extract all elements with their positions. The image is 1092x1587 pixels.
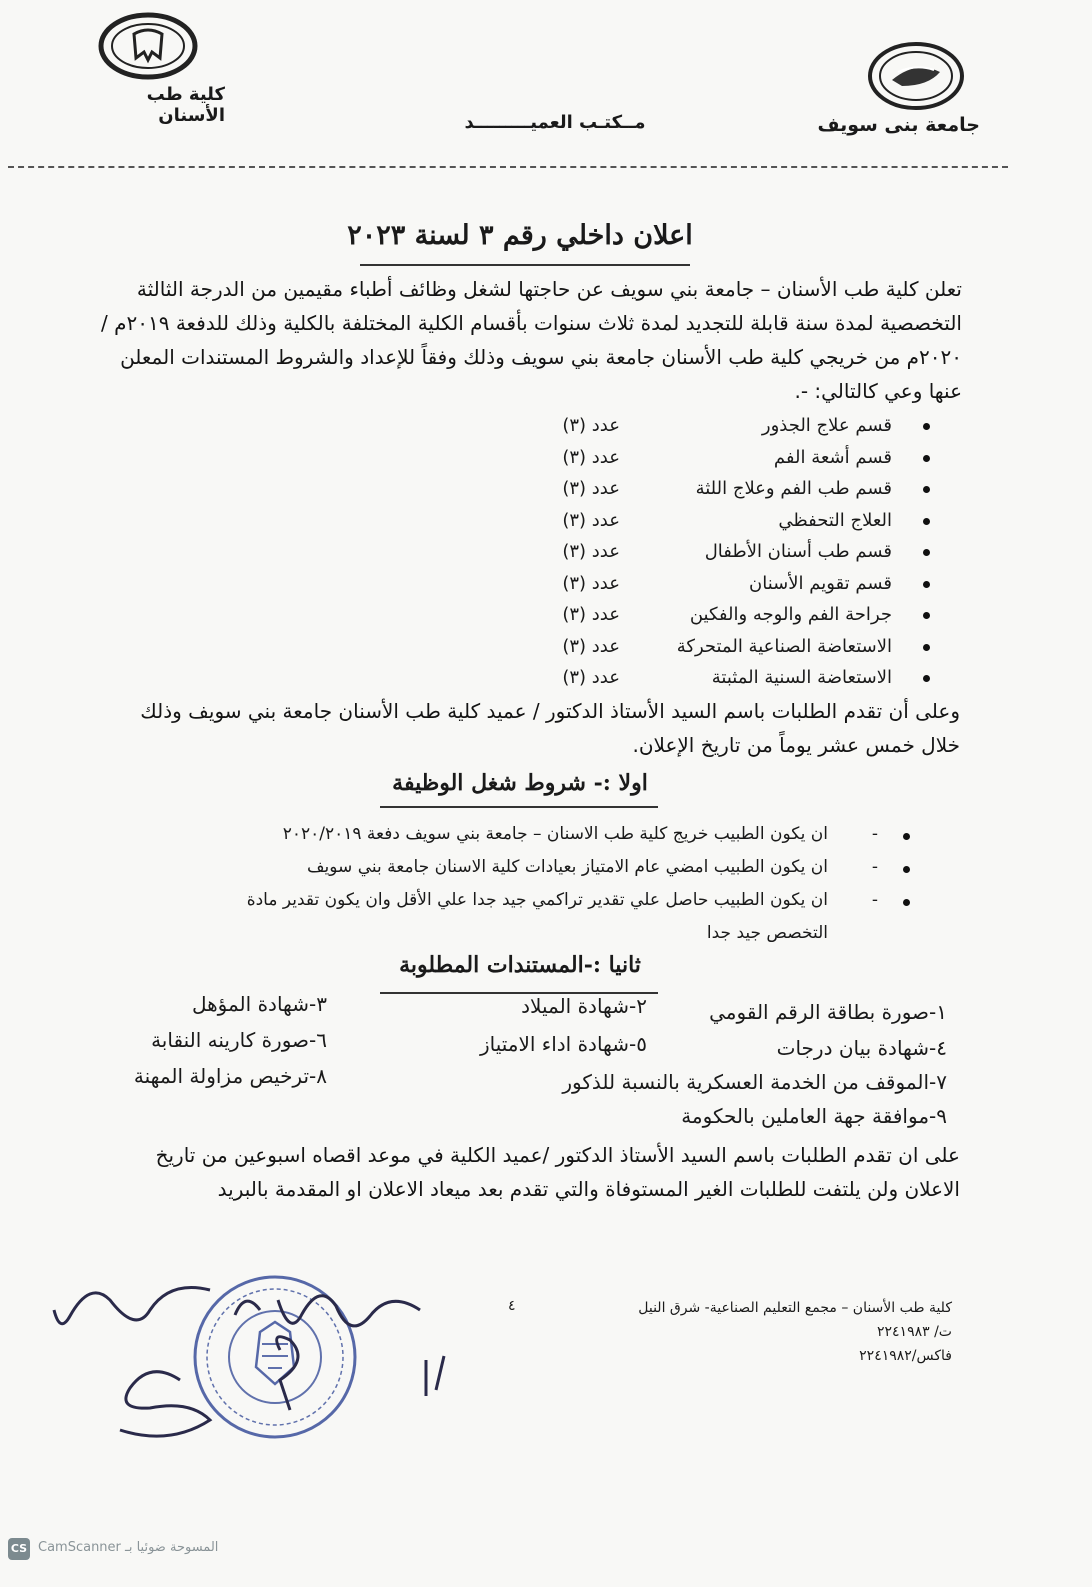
university-logo-icon: [868, 42, 964, 110]
header-divider: [8, 166, 1008, 168]
faculty-name: كلية طب الأسنان: [146, 84, 225, 126]
department-item: [530, 442, 930, 474]
department-name: الاستعاضة السنية المثبتة: [711, 667, 892, 688]
dash-marker: -: [871, 857, 878, 877]
department-count: عدد (٣): [562, 604, 620, 625]
final-note-paragraph: على ان تقدم الطلبات باسم السيد الأستاذ الدكتور /عميد الكلية في موعد اقصاه اسبوعين من تاريخ الاعلان ولن يلتفت للطلبات الغير المستوفاة والتي تقدم بعد ميعاد الاعلان او المقدمة بالبريد: [155, 1143, 960, 1201]
page-number: ٤: [508, 1298, 516, 1314]
department-item: [530, 631, 930, 663]
condition-item: [150, 884, 940, 950]
bullet-icon: [903, 899, 910, 906]
department-count: عدد (٣): [562, 509, 620, 531]
department-list: [530, 410, 930, 694]
heading-underline: [380, 806, 658, 808]
document-item: ٢-شهادة الميلاد: [521, 994, 647, 1018]
footer-address: كلية طب الأسنان – مجمع التعليم الصناعية- شرق النيل: [638, 1300, 952, 1316]
document-item: ٥-شهادة اداء الامتياز: [479, 1032, 647, 1056]
department-name: الاستعاضة الصناعية المتحركة: [676, 635, 892, 657]
condition-text: ان يكون الطبيب امضي عام الامتياز بعيادات كلية الاسنان جامعة بني سويف: [306, 857, 828, 877]
faculty-logo-icon: [98, 12, 198, 80]
condition-item: [150, 851, 940, 884]
footer-address-block: [560, 1296, 952, 1368]
documents-heading: ثانيا :-المستندات المطلوبة: [399, 952, 641, 978]
department-count: عدد (٣): [562, 446, 620, 468]
department-count: عدد (٣): [562, 667, 620, 688]
bullet-icon: [923, 423, 930, 430]
department-name: العلاج التحفظي: [778, 509, 892, 531]
announcement-title: اعلان داخلي رقم ٣ لسنة ٢٠٢٣: [347, 220, 693, 251]
department-name: قسم علاج الجذور: [761, 415, 892, 436]
document-item: ٣-شهادة المؤهل: [191, 992, 327, 1016]
bullet-icon: [923, 549, 930, 556]
bullet-icon: [923, 581, 930, 588]
dash-marker: -: [871, 890, 878, 910]
department-count: عدد (٣): [562, 635, 620, 657]
bullet-icon: [923, 644, 930, 651]
handwritten-signature-icon: [40, 1270, 460, 1460]
bullet-icon: [903, 866, 910, 873]
bullet-icon: [903, 833, 910, 840]
submission-paragraph: وعلى أن تقدم الطلبات باسم السيد الأستاذ الدكتور / عميد كلية طب الأسنان جامعة بني سويف وذلك خلال خمس عشر يوماً من تاريخ الإعلان.: [140, 699, 960, 757]
bullet-icon: [923, 486, 930, 493]
department-name: قسم أشعة الفم: [773, 446, 892, 468]
bullet-icon: [923, 455, 930, 462]
camscanner-logo-icon: CS: [8, 1538, 30, 1560]
conditions-heading: اولا :- شروط شغل الوظيفة: [392, 770, 648, 796]
department-name: قسم تقويم الأسنان: [749, 572, 892, 594]
department-item: [530, 662, 930, 694]
department-count: عدد (٣): [562, 415, 620, 436]
footer-fax: فاكس/٢٢٤١٩٨٢: [859, 1348, 952, 1364]
department-item: [530, 505, 930, 537]
condition-text: ان يكون الطبيب حاصل علي تقدير تراكمي جيد جدا علي الأقل وان يكون تقدير مادة التخصص جيد جدا: [246, 890, 828, 943]
document-item: ٤-شهادة بيان درجات: [776, 1036, 947, 1060]
condition-text: ان يكون الطبيب خريج كلية طب الاسنان – جامعة بني سويف دفعة ٢٠٢٠/٢٠١٩: [282, 824, 828, 844]
department-item: [530, 473, 930, 505]
department-count: عدد (٣): [562, 572, 620, 594]
dean-office-label: مــكتـب العميـــــــــد: [464, 112, 646, 133]
intro-paragraph: تعلن كلية طب الأسنان – جامعة بني سويف عن حاجتها لشغل وظائف أطباء مقيمين من الدرجة الثالثة التخصصية لمدة سنة قابلة للتجديد لمدة ثلاث سنوات بأقسام الكلية المختلفة بالكلية وذلك للدفعة ٢٠١٩م / ٢٠٢٠م من خريجي كلية طب الأسنان جامعة بني سويف وذلك وفقاً للإعداد والشروط المستندات المعلن عنها وعي كالتالي: -.: [101, 277, 962, 403]
department-item: [530, 410, 930, 442]
footer-phone: ت/ ٢٢٤١٩٨٣: [877, 1324, 952, 1340]
title-underline: [360, 264, 690, 266]
department-name: جراحة الفم والوجه والفكين: [689, 604, 892, 625]
department-count: عدد (٣): [562, 478, 620, 499]
department-item: [530, 599, 930, 631]
document-item: ٧-الموقف من الخدمة العسكرية بالنسبة للذكور: [562, 1070, 947, 1094]
department-item: [530, 536, 930, 568]
department-name: قسم طب أسنان الأطفال: [704, 541, 892, 562]
bullet-icon: [923, 675, 930, 682]
document-item: ٩-موافقة جهة العاملين بالحكومة: [681, 1104, 947, 1128]
conditions-list: [150, 818, 940, 950]
bullet-icon: [923, 612, 930, 619]
bullet-icon: [923, 518, 930, 525]
scanner-watermark-text: CamScanner المسوحة ضوئيا بـ: [38, 1540, 219, 1555]
university-name: جامعة بنى سويف: [817, 114, 980, 136]
document-item: ٨-ترخيص مزاولة المهنة: [133, 1064, 327, 1088]
department-item: [530, 568, 930, 600]
document-item: ١-صورة بطاقة الرقم القومي: [709, 1000, 947, 1024]
condition-item: [150, 818, 940, 851]
dash-marker: -: [871, 824, 878, 844]
document-item: ٦-صورة كارينه النقابة: [151, 1028, 327, 1052]
department-name: قسم طب الفم وعلاج اللثة: [695, 478, 892, 499]
department-count: عدد (٣): [562, 541, 620, 562]
